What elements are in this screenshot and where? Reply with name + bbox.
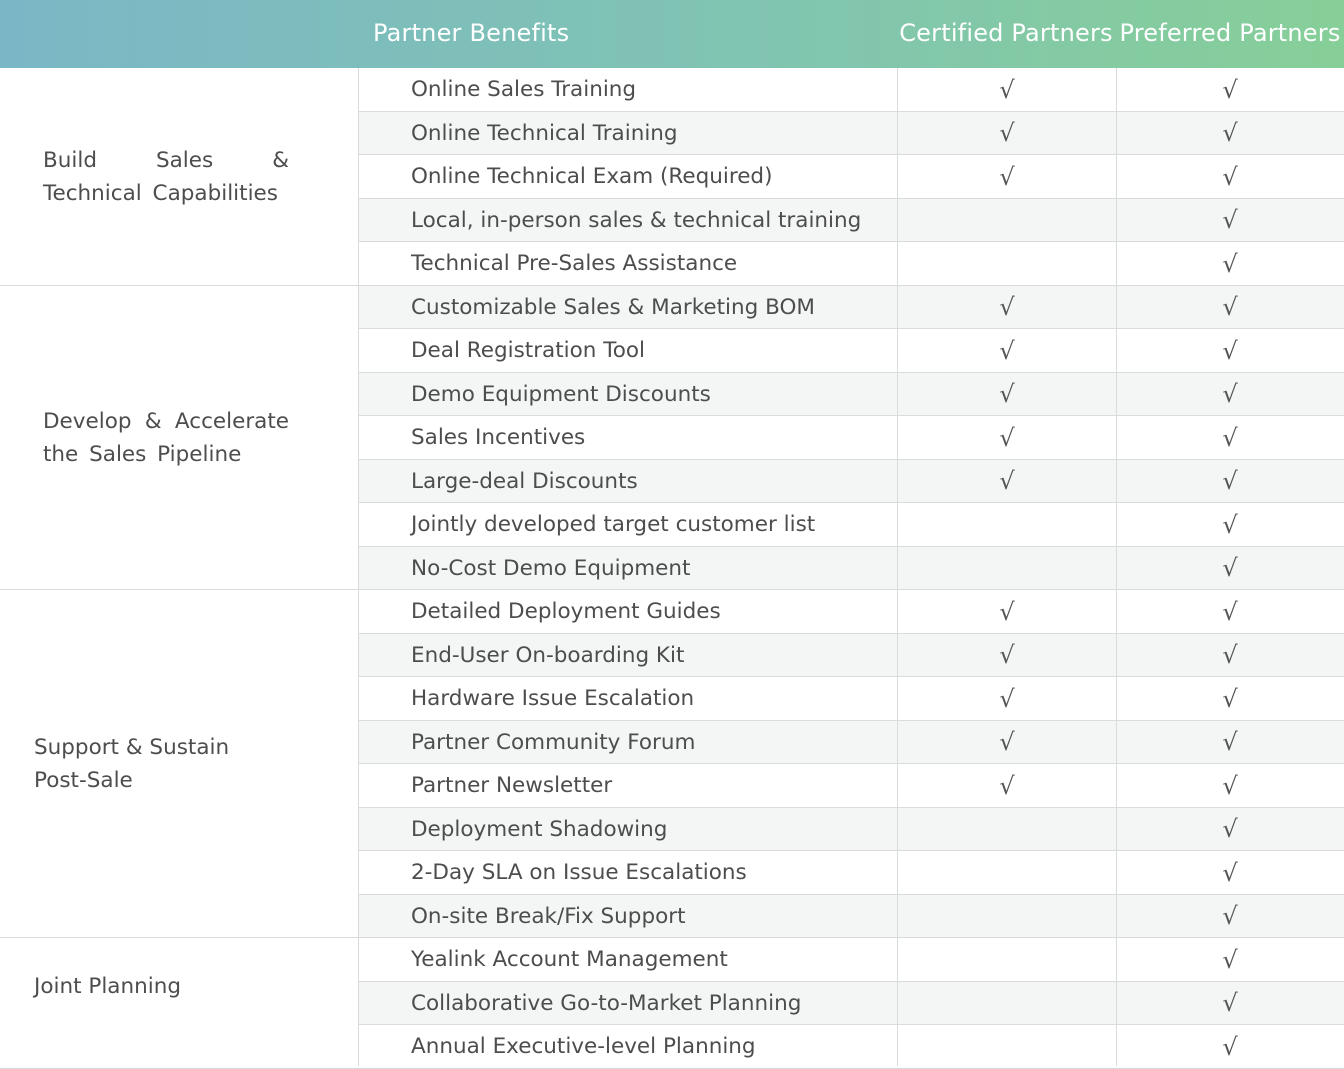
certified-check: √ (999, 293, 1015, 322)
table-row (359, 808, 1344, 852)
column-divider (358, 68, 359, 1066)
benefit-name: Collaborative Go-to-Market Planning (411, 990, 802, 1016)
benefit-name: End-User On-boarding Kit (411, 642, 685, 668)
table-row (359, 1025, 1344, 1069)
benefit-name: Online Technical Training (411, 120, 678, 146)
benefit-name: Online Technical Exam (Required) (411, 164, 773, 190)
preferred-check: √ (1222, 249, 1238, 278)
benefit-name: Partner Newsletter (411, 773, 613, 799)
certified-check (898, 808, 1116, 852)
group-divider (0, 937, 359, 938)
certified-check (898, 1025, 1116, 1069)
certified-check (898, 503, 1116, 547)
certified-check (898, 547, 1116, 591)
certified-check (898, 242, 1116, 286)
table-row (359, 155, 1344, 199)
preferred-check: √ (1222, 380, 1238, 409)
table-row (359, 938, 1344, 982)
certified-check (898, 851, 1116, 895)
benefit-name: Customizable Sales & Marketing BOM (411, 294, 815, 320)
table-row (359, 590, 1344, 634)
benefit-name: Online Sales Training (411, 77, 637, 103)
preferred-check: √ (1222, 162, 1238, 191)
column-divider (897, 68, 898, 1066)
table-row (359, 286, 1344, 330)
preferred-check: √ (1222, 597, 1238, 626)
table-row (359, 851, 1344, 895)
benefit-name: Local, in-person sales & technical training (411, 207, 862, 233)
table-row (359, 416, 1344, 460)
preferred-check: √ (1222, 684, 1238, 713)
header-preferred-partners: Preferred Partners (1119, 19, 1341, 47)
table-row (359, 68, 1344, 112)
certified-check (898, 199, 1116, 243)
table-row (359, 547, 1344, 591)
group-label: Build Sales & Technical Capabilities (43, 148, 289, 206)
certified-check: √ (999, 771, 1015, 800)
table-row (359, 764, 1344, 808)
certified-check: √ (999, 467, 1015, 496)
preferred-check: √ (1222, 467, 1238, 496)
table-row (359, 112, 1344, 156)
benefit-name: On-site Break/Fix Support (411, 903, 686, 929)
certified-check: √ (999, 597, 1015, 626)
preferred-check: √ (1222, 293, 1238, 322)
column-divider (1116, 68, 1117, 1066)
table-row (359, 242, 1344, 286)
table-header (0, 0, 1344, 68)
preferred-check: √ (1222, 554, 1238, 583)
benefit-name: Sales Incentives (411, 425, 586, 451)
preferred-check: √ (1222, 206, 1238, 235)
benefit-name: Demo Equipment Discounts (411, 381, 711, 407)
preferred-check: √ (1222, 423, 1238, 452)
certified-check: √ (999, 728, 1015, 757)
header-certified-partners: Certified Partners (899, 19, 1113, 47)
preferred-check: √ (1222, 641, 1238, 670)
preferred-check: √ (1222, 815, 1238, 844)
group-label: Joint Planning (34, 974, 181, 999)
benefit-name: Yealink Account Management (411, 947, 728, 973)
certified-check: √ (999, 380, 1015, 409)
benefit-name: Hardware Issue Escalation (411, 686, 695, 712)
benefit-name: Deployment Shadowing (411, 816, 668, 842)
preferred-check: √ (1222, 336, 1238, 365)
preferred-check: √ (1222, 119, 1238, 148)
table-row (359, 373, 1344, 417)
preferred-check: √ (1222, 858, 1238, 887)
benefit-name: Deal Registration Tool (411, 338, 646, 364)
benefit-name: Jointly developed target customer list (411, 512, 816, 538)
certified-check: √ (999, 119, 1015, 148)
certified-check: √ (999, 75, 1015, 104)
preferred-check: √ (1222, 1032, 1238, 1061)
certified-check: √ (999, 336, 1015, 365)
certified-check (898, 895, 1116, 939)
certified-check (898, 982, 1116, 1026)
preferred-check: √ (1222, 728, 1238, 757)
group-divider (0, 285, 359, 286)
benefit-name: No-Cost Demo Equipment (411, 555, 691, 581)
benefit-name: Large-deal Discounts (411, 468, 638, 494)
benefit-name: 2-Day SLA on Issue Escalations (411, 860, 747, 886)
table-row (359, 982, 1344, 1026)
table-row (359, 895, 1344, 939)
table-row (359, 199, 1344, 243)
group-divider (0, 589, 359, 590)
benefit-name: Partner Community Forum (411, 729, 696, 755)
certified-check (898, 938, 1116, 982)
preferred-check: √ (1222, 902, 1238, 931)
certified-check: √ (999, 684, 1015, 713)
header-partner-benefits: Partner Benefits (373, 19, 570, 47)
certified-check: √ (999, 641, 1015, 670)
table-row (359, 329, 1344, 373)
preferred-check: √ (1222, 989, 1238, 1018)
group-label: Support & Sustain Post-Sale (34, 735, 230, 793)
preferred-check: √ (1222, 945, 1238, 974)
benefit-name: Technical Pre-Sales Assistance (411, 251, 738, 277)
group-label: Develop & Accelerate the Sales Pipeline (43, 409, 289, 467)
table-row (359, 634, 1344, 678)
preferred-check: √ (1222, 75, 1238, 104)
benefit-name: Annual Executive-level Planning (411, 1034, 756, 1060)
certified-check: √ (999, 162, 1015, 191)
preferred-check: √ (1222, 771, 1238, 800)
certified-check: √ (999, 423, 1015, 452)
table-row (359, 721, 1344, 765)
table-row (359, 460, 1344, 504)
table-row (359, 503, 1344, 547)
table-row (359, 677, 1344, 721)
preferred-check: √ (1222, 510, 1238, 539)
benefit-name: Detailed Deployment Guides (411, 599, 721, 625)
